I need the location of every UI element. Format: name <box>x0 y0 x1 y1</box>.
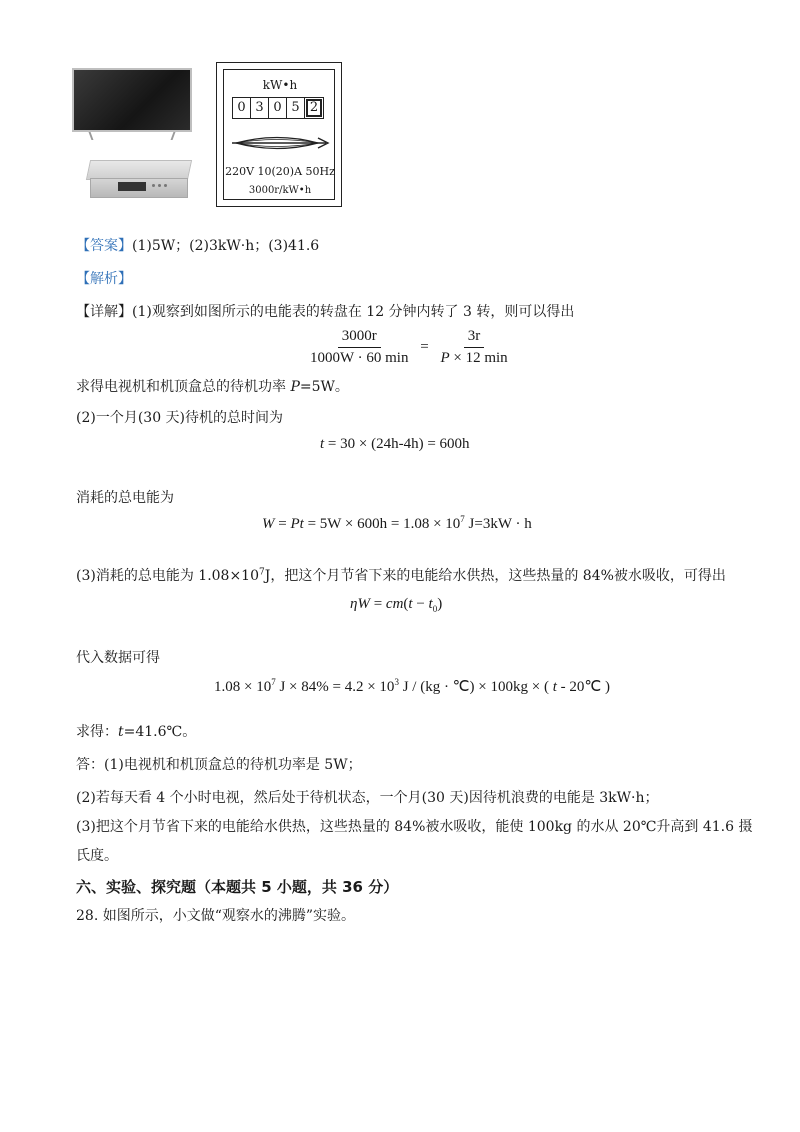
equation-energy <box>262 516 532 533</box>
meter-disc-arrow-icon <box>232 132 330 154</box>
conclusion-3: (3)把这个月节省下来的电能给水供热，这些热量的 84%被水吸收，能使 100kg 的水从 20℃升高到 41.6 摄 <box>76 819 753 835</box>
tv-image <box>72 68 192 142</box>
equation-mid: = 5W × 600h = 1.08 × 10 <box>303 516 461 532</box>
detail-line-4: 消耗的总电能为 <box>76 490 174 506</box>
text: =41.6℃。 <box>123 724 197 740</box>
variable-w: W <box>262 516 275 532</box>
paren: ) <box>437 596 443 612</box>
stb-top <box>86 160 192 180</box>
variable-t: t <box>118 724 124 740</box>
fraction-left <box>306 328 412 367</box>
stb-button <box>152 184 155 187</box>
set-top-box-image <box>88 160 188 200</box>
meter-spec: 220V 10(20)A 50Hz <box>225 165 335 178</box>
detail-line-6: 代入数据可得 <box>76 650 160 666</box>
conclusion-2: (2)若每天看 4 个小时电视，然后处于待机状态，一个月(30 天)因待机浪费的电能是 3kW·h； <box>76 790 659 806</box>
variable-eta-w: ηW <box>350 596 370 612</box>
fraction-denominator-rest: × 12 min <box>449 350 508 366</box>
meter-digit: 3 <box>251 98 269 118</box>
meter-unit: kW•h <box>262 78 298 92</box>
meter-frame <box>223 69 335 200</box>
variable-p: P <box>440 350 450 366</box>
subscript: 0 <box>432 604 438 614</box>
answer-line <box>76 236 319 256</box>
meter-digits <box>232 97 324 119</box>
equals: = <box>274 516 291 532</box>
equation-part: J / (kg · ℃) × 100kg × ( <box>398 679 549 695</box>
analysis-label: 【解析】 <box>76 271 132 287</box>
exponent: 3 <box>394 677 399 687</box>
tv-leg <box>171 132 176 140</box>
exponent: 7 <box>460 514 465 524</box>
paren: ( <box>403 596 409 612</box>
exponent: 7 <box>271 677 276 687</box>
detail-line-1 <box>76 302 574 322</box>
text: =5W。 <box>299 379 349 395</box>
variable-t: t <box>548 679 557 695</box>
conclusion-1: 答：(1)电视机和机顶盒总的待机功率是 5W； <box>76 757 362 773</box>
equals: = <box>369 596 386 612</box>
question-28: 28. 如图所示，小文做“观察水的沸腾”实验。 <box>76 908 356 924</box>
detail-label: 【详解】 <box>76 304 132 320</box>
meter-digit-decimal: 2 <box>306 99 322 117</box>
tv-leg <box>89 132 94 140</box>
equation-meter-ratio: $\frac{3000r}{1000W \cdot 60 \min}$ = $\frac{3r}{P \times 12 \min}$ <box>306 328 512 367</box>
fraction-numerator: 3000r <box>338 328 381 348</box>
meter-constant: 3000r/kW•h <box>248 185 312 196</box>
section-heading: 六、实验、探究题（本题共 5 小题，共 36 分） <box>76 878 399 896</box>
stb-button <box>158 184 161 187</box>
text: 求得： <box>76 724 118 740</box>
variable-t: t <box>320 436 325 452</box>
equation-substitution <box>214 677 610 696</box>
detail-line-7 <box>76 722 196 742</box>
text: 求得电视机和机顶盒总的待机功率 <box>76 379 291 395</box>
stb-display <box>118 182 146 191</box>
equation-time <box>320 436 470 453</box>
fraction-right <box>436 328 511 367</box>
variable-pt: Pt <box>290 516 304 532</box>
stb-button <box>164 184 167 187</box>
electricity-meter <box>216 62 342 207</box>
detail-text: (1)观察到如图所示的电能表的转盘在 12 分钟内转了 3 转，则可以得出 <box>132 304 575 320</box>
equation-part: 1.08 × 10 <box>214 679 272 695</box>
answer-text: (1)5W；(2)3kW·h；(3)41.6 <box>132 238 320 254</box>
detail-line-5 <box>76 566 726 586</box>
fraction-numerator: 3r <box>464 328 485 348</box>
text: (3)消耗的总电能为 1.08×10 <box>76 568 259 584</box>
meter-digit: 0 <box>233 98 251 118</box>
equation-end: J=3kW · h <box>464 516 532 532</box>
minus: − <box>412 596 429 612</box>
tv-screen <box>72 68 192 132</box>
answer-label: 【答案】 <box>76 238 132 254</box>
detail-line-3: (2)一个月(30 天)待机的总时间为 <box>76 410 284 426</box>
equation-rest: = 30 × (24h-4h) = 600h <box>324 436 470 452</box>
variable-p: P <box>290 379 300 395</box>
text: J，把这个月节省下来的电能给水供热，这些热量的 84%被水吸收，可得出 <box>264 568 726 584</box>
variable-t: t <box>408 596 413 612</box>
variable-t0: t <box>428 596 433 612</box>
equation-heat <box>350 596 442 613</box>
equation-part: J × 84% = 4.2 × 10 <box>275 679 395 695</box>
exponent: 7 <box>259 567 265 578</box>
equation-part: - 20℃ ) <box>556 679 610 695</box>
conclusion-4: 氏度。 <box>76 848 118 864</box>
variable-cm: cm <box>385 596 404 612</box>
meter-digit: 5 <box>287 98 305 118</box>
meter-digit: 0 <box>269 98 287 118</box>
fraction-denominator: 1000W · 60 min <box>310 350 409 366</box>
detail-line-2 <box>76 377 349 397</box>
fraction-denominator <box>436 348 511 367</box>
